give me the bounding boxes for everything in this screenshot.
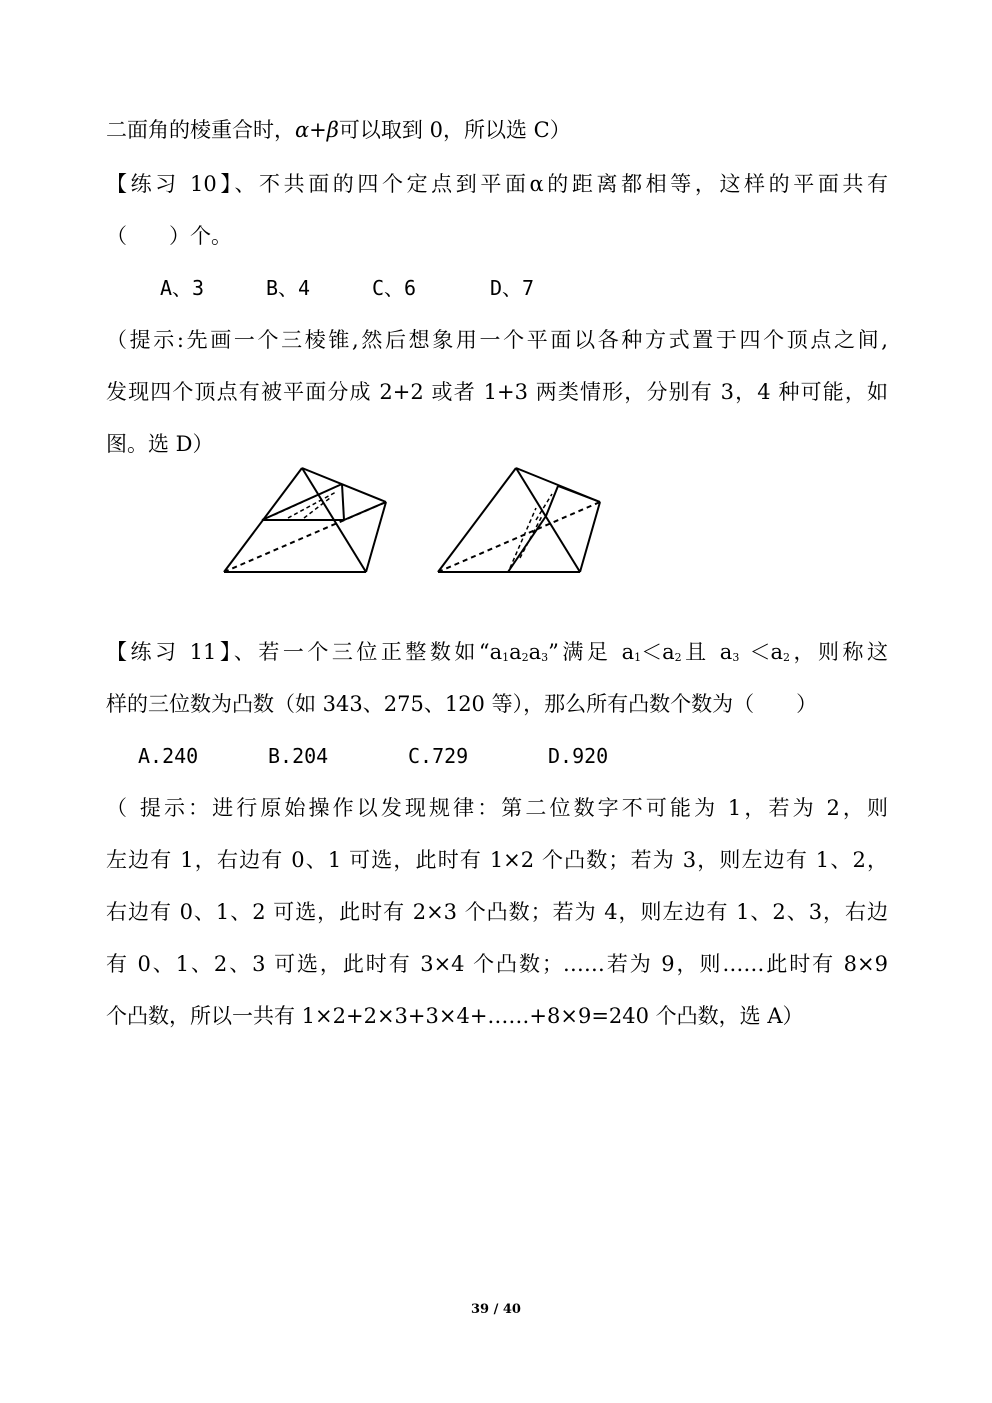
subscript: 3 <box>541 651 549 664</box>
text: （ ）个。 <box>106 224 232 248</box>
exercise-10-blank <box>106 222 888 250</box>
text: （提示:先画一个三棱锥,然后想象用一个平面以各种方式置于四个顶点之间, <box>106 328 888 352</box>
tetrahedron-right <box>438 468 600 572</box>
text: ，则称这 <box>790 640 889 664</box>
option-a: A、3 <box>160 276 205 300</box>
option-b: B.204 <box>268 744 329 768</box>
subscript: 2 <box>674 651 682 664</box>
tetrahedron-figure <box>218 460 618 580</box>
option-c: C、6 <box>372 276 417 300</box>
math-expression: α+β <box>295 118 339 142</box>
text: 发现四个顶点有被平面分成 2+2 或者 1+3 两类情形，分别有 3，4 种可能，如 <box>106 380 888 404</box>
text: 【练习 11】、若一个三位正整数如“a <box>106 640 503 664</box>
text: 二面角的棱重合时， <box>106 118 295 142</box>
subscript: 1 <box>502 651 510 664</box>
exercise-10-title <box>106 170 888 198</box>
text: ”满足 a <box>548 640 635 664</box>
text: 右边有 0、1、2 可选，此时有 2×3 个凸数；若为 4，则左边有 1、2、3，右边 <box>106 900 888 924</box>
paragraph-line <box>106 116 888 144</box>
text: 可以取到 0，所以选 C） <box>338 118 571 142</box>
option-a: A.240 <box>138 744 199 768</box>
tetrahedron-left <box>224 468 386 572</box>
exercise-11-hint-line <box>106 1002 888 1030</box>
option-b: B、4 <box>266 276 311 300</box>
option-c: C.729 <box>408 744 469 768</box>
exercise-11-title <box>106 638 888 672</box>
text: 【练习 10】、不共面的四个定点到平面α的距离都相等，这样的平面共有 <box>106 172 888 196</box>
exercise-11-hint-line <box>106 846 888 874</box>
exercise-10-hint-line <box>106 326 888 354</box>
text: 且 a <box>681 640 733 664</box>
text: 左边有 1，右边有 0、1 可选，此时有 1×2 个凸数；若为 3，则左边有 1、2， <box>106 848 888 872</box>
exercise-11-hint-line <box>106 898 888 926</box>
subscript: 3 <box>732 651 740 664</box>
text: a <box>509 640 522 664</box>
text: 图。选 D） <box>106 432 214 456</box>
text: ＜a <box>739 640 784 664</box>
exercise-11-hint-line <box>106 950 888 978</box>
exercise-11-hint-line <box>106 794 888 822</box>
text: （ 提示：进行原始操作以发现规律：第二位数字不可能为 1，若为 2，则 <box>106 796 888 820</box>
exercise-10-hint-line <box>106 378 888 406</box>
text: 个凸数，所以一共有 1×2+2×3+3×4+……+8×9=240 个凸数，选 A） <box>106 1004 804 1028</box>
subscript: 2 <box>521 651 529 664</box>
text: a <box>528 640 542 664</box>
text: ＜a <box>641 640 675 664</box>
text: 样的三位数为凸数（如 343、275、120 等），那么所有凸数个数为（ ） <box>106 692 818 716</box>
subscript: 1 <box>634 651 642 664</box>
option-d: D、7 <box>490 276 535 300</box>
exercise-11-question <box>106 690 888 718</box>
text: 有 0、1、2、3 可选，此时有 3×4 个凸数；……若为 9，则……此时有 8×9 <box>106 952 888 976</box>
page-number: 39 / 40 <box>471 1302 521 1317</box>
exercise-10-hint-line <box>106 430 888 458</box>
option-d: D.920 <box>548 744 609 768</box>
subscript: 2 <box>783 651 791 664</box>
